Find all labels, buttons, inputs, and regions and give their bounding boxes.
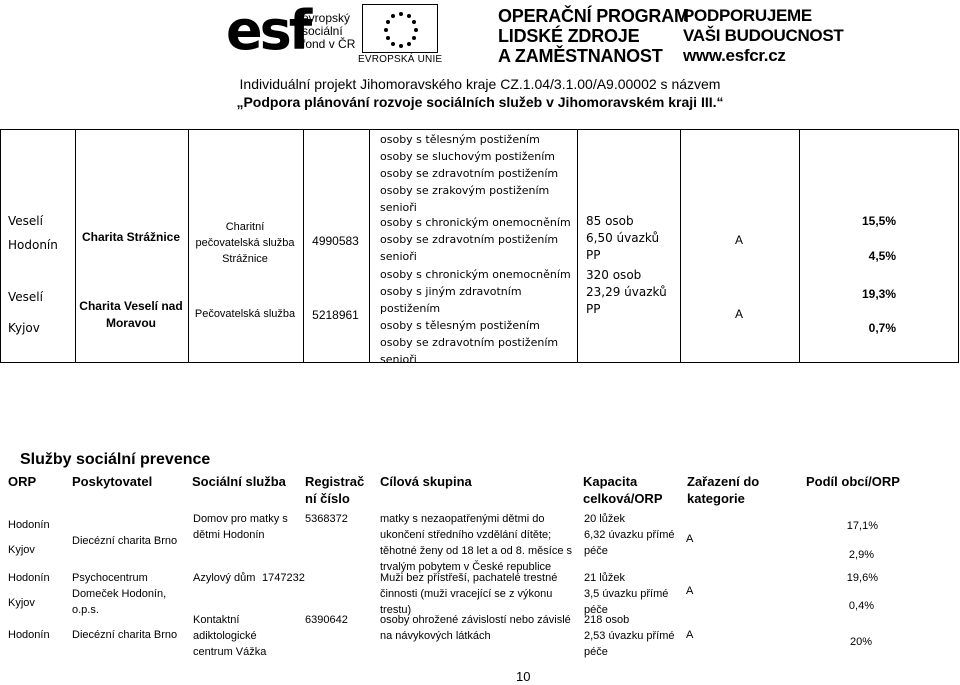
header-orp: ORP [8,474,37,489]
category-cell: A [686,585,694,597]
provider-cell: Psychocentrum Domeček Hodonín, o.p.s. [72,572,167,616]
share-cell: 20% [849,636,872,648]
share-cell: 19,6% [846,572,878,584]
page-number: 10 [516,669,531,684]
target-group-cell: osoby ohrožené závislostí nebo závislé na návykových látkách [380,614,571,642]
capacity-cell: 320 osob 23,29 úvazků PP [586,268,667,316]
service-cell: Azylový dům [193,572,256,584]
category-cell: A [686,629,694,641]
category-cell: A [734,307,743,321]
orp-cell: Veselí Kyjov [8,290,43,335]
project-line-1: Individuální projekt Jihomoravského kraje CZ.1.04/3.1.00/A9.00002 s názvem [239,76,721,92]
orp-cell: Hodonín [8,629,50,641]
header-share: Podíl obcí/ORP [806,474,900,489]
orp-cell: Veselí Hodonín [8,214,58,252]
esf-logo: esf [226,0,310,62]
share-cell: 0,4% [848,600,874,612]
header-provider: Poskytovatel [72,474,153,489]
program-name: OPERAČNÍ PROGRAM LIDSKÉ ZDROJE A ZAMĚSTNANOST [498,6,689,66]
provider-cell: Charita Veselí nad Moravou [79,299,183,330]
capacity-cell: 218 osob 2,53 úvazku přímé péče [584,614,675,658]
category-cell: A [686,533,694,545]
target-group-cell: osoby s chronickým onemocněním osoby s jiným zdravotním postižením osoby s tělesným postižením osoby se zdravotním postižením senioři [380,268,571,366]
capacity-cell: 21 lůžek 3,5 úvazku přímé péče [584,572,669,616]
registration-cell: 5218961 [312,308,359,322]
target-group-cell: osoby s chronickým onemocněním osoby se zdravotním postižením senioři [380,216,571,263]
target-group-cell: osoby s tělesným postižením osoby se sluchovým postižením osoby se zdravotním postižením osoby se zrakovým postižením senioři [380,133,559,214]
share-cell: 2,9% [848,549,874,561]
capacity-cell: 20 lůžek 6,32 úvazku přímé péče [584,513,675,557]
header-target: Cílová skupina [380,474,472,489]
orp-cell: Hodonín Kyjov [8,519,50,556]
registration-cell: 6390642 [305,614,348,626]
provider-cell: Charita Strážnice [81,230,181,244]
header-capacity: Kapacita celková/ORP [583,474,663,506]
registration-cell: 4990583 [312,234,359,248]
service-cell: Kontaktní adiktologické centrum Vážka [193,614,267,658]
project-line-2: „Podpora plánování rozvoje sociálních služeb v Jihomoravském kraji III.“ [236,94,724,110]
category-cell: A [734,233,743,247]
registration-cell: 1747232 [262,572,305,584]
target-group-cell: matky s nezaopatřenými dětmi do ukončení středního vzdělání dítěte; těhotné ženy od 18 let a od 8. měsíce s trvalým pobytem v České republice [380,513,573,573]
share-cell: 4,5% [868,249,896,263]
provider-cell: Diecézní charita Brno [72,535,178,547]
service-cell: Domov pro matky s dětmi Hodonín [193,513,288,541]
capacity-cell: 85 osob 6,50 úvazků PP [586,214,660,262]
share-cell: 15,5% [861,214,896,228]
service-cell: Charitní pečovatelská služba Strážnice [195,221,295,265]
header-service: Sociální služba [192,474,286,489]
esf-text: evropský sociální fond v ČR [302,11,356,51]
registration-cell: 5368372 [305,513,348,525]
share-cell: 19,3% [861,287,896,301]
share-cell: 0,7% [868,321,896,335]
support-slogan: PODPORUJEME VAŠI BUDOUCNOST www.esfcr.cz [683,6,844,65]
header-registration: Registrač ní číslo [305,474,365,506]
eu-text: EVROPSKÁ UNIE [358,54,443,65]
header-category: Zařazení do kategorie [687,474,760,506]
orp-cell: Hodonín Kyjov [8,572,50,609]
section-title: Služby sociální prevence [20,451,211,468]
service-cell: Pečovatelská služba [194,308,296,320]
provider-cell: Diecézní charita Brno [72,629,178,641]
target-group-cell: Muži bez přístřeší, pachatelé trestné činnosti (muži vracející se z výkonu trestu) [380,572,558,616]
eu-flag-icon [362,4,438,53]
share-cell: 17,1% [846,520,878,532]
